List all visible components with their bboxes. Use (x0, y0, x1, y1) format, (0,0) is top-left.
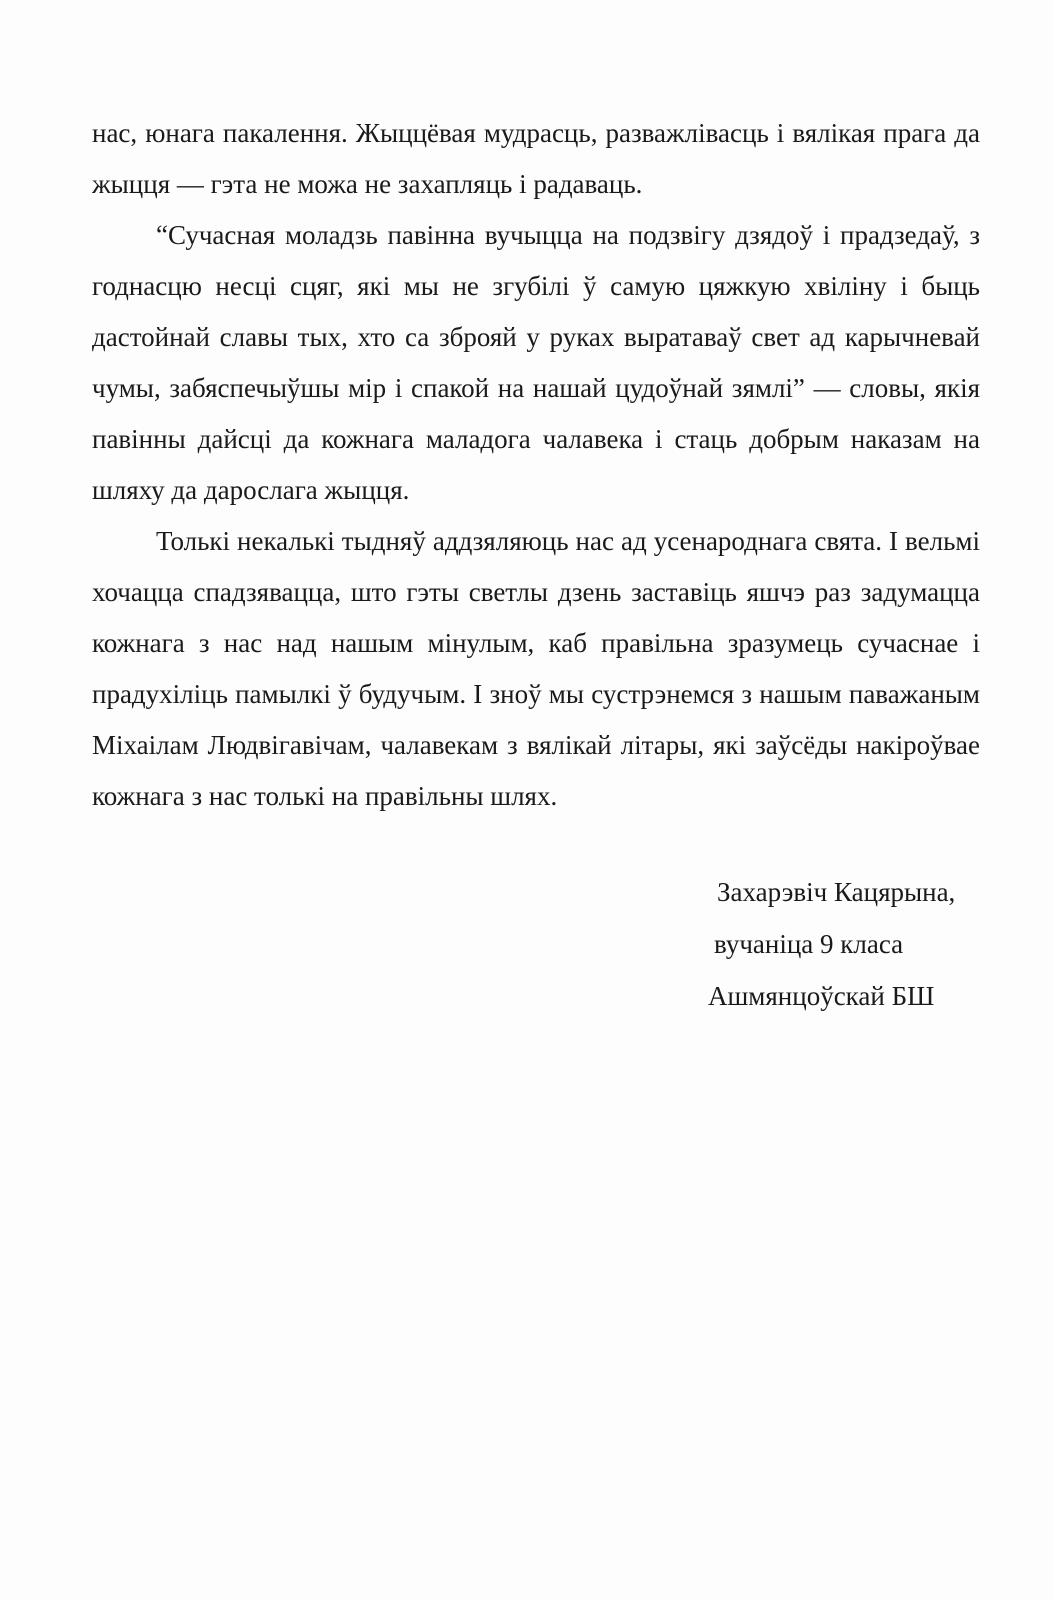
body-text (92, 108, 980, 822)
paragraph-3: Толькі некалькі тыдняў аддзяляюць нас ад усенароднага свята. І вельмі хочацца спадзявацца, што гэты светлы дзень заставіць яшчэ раз задумацца кожнага з нас над нашым мінулым, каб правільна зразумець сучаснае і прадухіліць памылкі ў будучым. І зноў мы сустрэнемся з нашым паважаным Міхаілам Людвігавічам, чалавекам з вялікай літары, які заўсёды накіроўвае кожнага з нас толькі на правільны шлях. (92, 526, 980, 811)
author-name: Захарэвіч Кацярына, (717, 877, 956, 907)
author-role: вучаніца 9 класа (714, 929, 904, 959)
paragraph-1: нас, юнага пакалення. Жыццёвая мудрасць, разважлівасць і вялікая прага да жыцця — гэта не можа не захапляць і радаваць. (92, 118, 980, 199)
signature-block (700, 866, 1000, 1022)
author-school: Ашмянцоўскай БШ (708, 981, 935, 1011)
paragraph-2: “Сучасная моладзь павінна вучыцца на подзвігу дзядоў і прадзедаў, з годнасцю несці сцяг, які мы не згубілі ў самую цяжкую хвіліну і быць дастойнай славы тых, хто са зброяй у руках выратаваў свет ад карычневай чумы, забяспечыўшы мір і спакой на нашай цудоўнай зямлі” — словы, якія павінны дайсці да кожнага маладога чалавека і стаць добрым наказам на шляху да дарослага жыцця. (92, 220, 980, 505)
